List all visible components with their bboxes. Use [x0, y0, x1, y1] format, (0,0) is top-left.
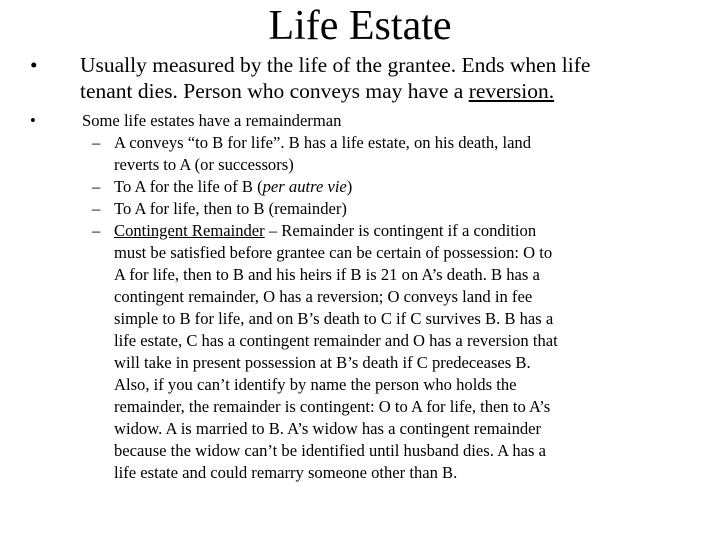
sub-bullet-4-line: will take in present possession at B’s death if C predeceases B. — [114, 353, 531, 372]
bullet-2-text: Some life estates have a remainderman — [82, 111, 342, 130]
sub-bullet-4-line: life estate, C has a contingent remainder and O has a reversion that — [114, 331, 558, 350]
sub-bullet-3-line: To A for life, then to B (remainder) — [114, 199, 347, 218]
sub-bullet-4-line: Also, if you can’t identify by name the person who holds the — [114, 375, 517, 394]
bullet-marker: • — [30, 111, 36, 130]
dash-marker: – — [92, 199, 101, 218]
dash-marker: – — [92, 221, 101, 240]
sub-bullet-4-line: simple to B for life, and on B’s death to C if C survives B. B has a — [114, 309, 554, 328]
sub-bullet-4-line: A for life, then to B and his heirs if B is 21 on A’s death. B has a — [114, 265, 540, 284]
sub-bullet-2 — [92, 176, 654, 198]
sub-bullet-4-line-1-text: – Remainder is contingent if a condition — [264, 221, 537, 240]
reversion-link: reversion. — [468, 79, 555, 103]
bullet-1-line-2-text: tenant dies. Person who conveys may have a — [80, 79, 469, 103]
sub-bullet-4-line: widow. A is married to B. A’s widow has a contingent remainder — [114, 419, 542, 438]
sub-bullet-2-pre: To A for the life of B ( — [114, 177, 263, 196]
sub-bullet-4-line: because the widow can’t be identified until husband dies. A has a — [114, 441, 546, 460]
bullet-2 — [30, 110, 670, 484]
sub-bullet-4-line: remainder, the remainder is contingent: O to A for life, then to A’s — [114, 397, 551, 416]
sub-bullet-2-post: ) — [346, 177, 353, 196]
bullet-1-line-1: Usually measured by the life of the grantee. Ends when life — [80, 53, 591, 77]
dash-marker: – — [92, 133, 101, 152]
sub-bullet-1-line-2: reverts to A (or successors) — [114, 155, 294, 174]
sub-bullet-4-line: life estate and could remarry someone other than B. — [114, 463, 458, 482]
bullet-1-line-2 — [80, 78, 690, 104]
per-autre-vie-text: per autre vie — [262, 177, 347, 196]
sub-bullet-1 — [92, 132, 654, 176]
sub-bullet-4-line-1 — [114, 220, 654, 242]
sub-bullet-1-line-1: A conveys “to B for life”. B has a life estate, on his death, land — [114, 133, 532, 152]
sub-bullet-4-line: must be satisfied before grantee can be certain of possession: O to — [114, 243, 553, 262]
sub-bullet-4 — [92, 220, 654, 484]
dash-marker: – — [92, 177, 101, 196]
bullet-marker: • — [30, 53, 38, 77]
slide-title: Life Estate — [268, 3, 452, 49]
sub-bullet-2-line — [114, 176, 654, 198]
bullet-1 — [30, 52, 690, 104]
sub-bullet-3 — [92, 198, 654, 220]
bullet-1-text — [80, 52, 690, 104]
contingent-remainder-term: Contingent Remainder — [114, 221, 265, 240]
sub-bullet-4-line: contingent remainder, O has a reversion; O conveys land in fee — [114, 287, 533, 306]
